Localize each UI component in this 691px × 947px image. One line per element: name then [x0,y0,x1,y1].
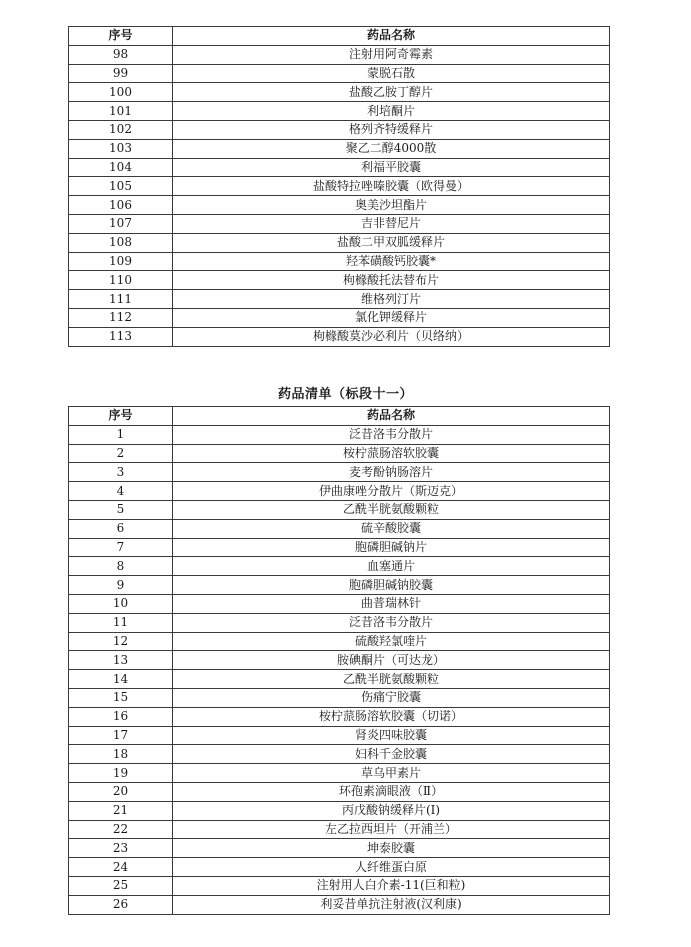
cell-drug-name: 桉柠蒎肠溶软胶囊 [173,444,610,463]
cell-drug-name: 硫酸羟氯喹片 [173,632,610,651]
cell-no: 3 [69,463,173,482]
cell-drug-name: 妇科千金胶囊 [173,745,610,764]
cell-drug-name: 坤泰胶囊 [173,839,610,858]
cell-no: 2 [69,444,173,463]
table-row [69,594,610,613]
table-row [69,688,610,707]
cell-drug-name: 格列齐特缓释片 [173,120,610,139]
table-row [69,233,610,252]
cell-no: 1 [69,425,173,444]
cell-drug-name: 盐酸乙胺丁醇片 [173,83,610,102]
cell-no: 100 [69,83,173,102]
cell-drug-name: 人纤维蛋白原 [173,858,610,877]
cell-drug-name: 肾炎四味胶囊 [173,726,610,745]
table-body [69,45,610,346]
cell-no: 9 [69,576,173,595]
table-row [69,45,610,64]
cell-drug-name: 桉柠蒎肠溶软胶囊（切诺） [173,707,610,726]
table-row [69,252,610,271]
cell-drug-name: 伤痛宁胶囊 [173,688,610,707]
cell-drug-name: 胞磷胆碱钠片 [173,538,610,557]
table-row [69,557,610,576]
cell-drug-name: 胞磷胆碱钠胶囊 [173,576,610,595]
cell-drug-name: 利培酮片 [173,102,610,121]
cell-no: 101 [69,102,173,121]
cell-drug-name: 硫辛酸胶囊 [173,519,610,538]
table-row [69,158,610,177]
table-row [69,308,610,327]
cell-drug-name: 枸橼酸莫沙必利片（贝络纳） [173,327,610,346]
table-row [69,463,610,482]
cell-no: 112 [69,308,173,327]
table-row [69,444,610,463]
cell-no: 15 [69,688,173,707]
cell-no: 98 [69,45,173,64]
cell-drug-name: 吉非替尼片 [173,214,610,233]
table-row [69,271,610,290]
section-title: 药品清单（标段十一） [277,387,413,402]
table-header-row [69,407,610,426]
cell-drug-name: 丙戊酸钠缓释片(I) [173,801,610,820]
cell-no: 26 [69,895,173,914]
table-row [69,83,610,102]
cell-no: 105 [69,177,173,196]
cell-drug-name: 曲普瑞林针 [173,594,610,613]
cell-no: 7 [69,538,173,557]
cell-no: 19 [69,764,173,783]
cell-drug-name: 注射用人白介素-11(巨和粒) [173,876,610,895]
cell-no: 13 [69,651,173,670]
column-header-name: 药品名称 [173,27,610,46]
cell-no: 113 [69,327,173,346]
table-row [69,726,610,745]
table-row [69,120,610,139]
drug-table-bottom [68,406,610,915]
cell-no: 18 [69,745,173,764]
cell-no: 110 [69,271,173,290]
cell-drug-name: 伊曲康唑分散片（斯迈克） [173,482,610,501]
table-row [69,139,610,158]
cell-no: 6 [69,519,173,538]
table-row [69,177,610,196]
cell-drug-name: 利妥昔单抗注射液(汉利康) [173,895,610,914]
cell-no: 8 [69,557,173,576]
cell-no: 20 [69,782,173,801]
table-row [69,651,610,670]
table-row [69,425,610,444]
cell-drug-name: 利福平胶囊 [173,158,610,177]
cell-no: 11 [69,613,173,632]
cell-drug-name: 注射用阿奇霉素 [173,45,610,64]
cell-drug-name: 蒙脱石散 [173,64,610,83]
table-row [69,576,610,595]
table-row [69,500,610,519]
cell-no: 108 [69,233,173,252]
table-row [69,102,610,121]
cell-no: 12 [69,632,173,651]
table-row [69,745,610,764]
cell-drug-name: 枸橼酸托法替布片 [173,271,610,290]
column-header-no: 序号 [69,407,173,426]
table-row [69,519,610,538]
table-row [69,764,610,783]
cell-drug-name: 麦考酚钠肠溶片 [173,463,610,482]
table-row [69,214,610,233]
table-row [69,820,610,839]
cell-drug-name: 盐酸二甲双胍缓释片 [173,233,610,252]
cell-drug-name: 乙酰半胱氨酸颗粒 [173,670,610,689]
table-row [69,839,610,858]
table-row [69,895,610,914]
cell-no: 10 [69,594,173,613]
cell-drug-name: 泛昔洛韦分散片 [173,613,610,632]
cell-no: 111 [69,290,173,309]
cell-drug-name: 泛昔洛韦分散片 [173,425,610,444]
cell-no: 21 [69,801,173,820]
cell-drug-name: 血塞通片 [173,557,610,576]
cell-no: 16 [69,707,173,726]
column-header-no: 序号 [69,27,173,46]
table-row [69,801,610,820]
cell-no: 107 [69,214,173,233]
table-body [69,425,610,914]
column-header-name: 药品名称 [173,407,610,426]
cell-drug-name: 胺碘酮片（可达龙） [173,651,610,670]
table-row [69,876,610,895]
cell-no: 24 [69,858,173,877]
table-row [69,196,610,215]
table-row [69,670,610,689]
table-row [69,707,610,726]
cell-no: 106 [69,196,173,215]
cell-no: 103 [69,139,173,158]
cell-no: 104 [69,158,173,177]
cell-drug-name: 左乙拉西坦片（开浦兰） [173,820,610,839]
table-row [69,290,610,309]
cell-drug-name: 羟苯磺酸钙胶囊* [173,252,610,271]
cell-drug-name: 氯化钾缓释片 [173,308,610,327]
table-row [69,632,610,651]
table-row [69,782,610,801]
cell-drug-name: 草乌甲素片 [173,764,610,783]
cell-drug-name: 盐酸特拉唑嗪胶囊（欧得曼） [173,177,610,196]
cell-no: 23 [69,839,173,858]
cell-no: 14 [69,670,173,689]
cell-drug-name: 环孢素滴眼液（Ⅱ） [173,782,610,801]
table-row [69,858,610,877]
cell-drug-name: 维格列汀片 [173,290,610,309]
cell-no: 4 [69,482,173,501]
cell-drug-name: 奥美沙坦酯片 [173,196,610,215]
cell-no: 99 [69,64,173,83]
table-row [69,613,610,632]
table-header-row [69,27,610,46]
cell-no: 5 [69,500,173,519]
table-row [69,64,610,83]
cell-drug-name: 聚乙二醇4000散 [173,139,610,158]
cell-no: 22 [69,820,173,839]
table-row [69,538,610,557]
cell-no: 25 [69,876,173,895]
table-row [69,482,610,501]
drug-table-top [68,26,610,347]
cell-no: 102 [69,120,173,139]
cell-no: 109 [69,252,173,271]
table-row [69,327,610,346]
cell-drug-name: 乙酰半胱氨酸颗粒 [173,500,610,519]
cell-no: 17 [69,726,173,745]
